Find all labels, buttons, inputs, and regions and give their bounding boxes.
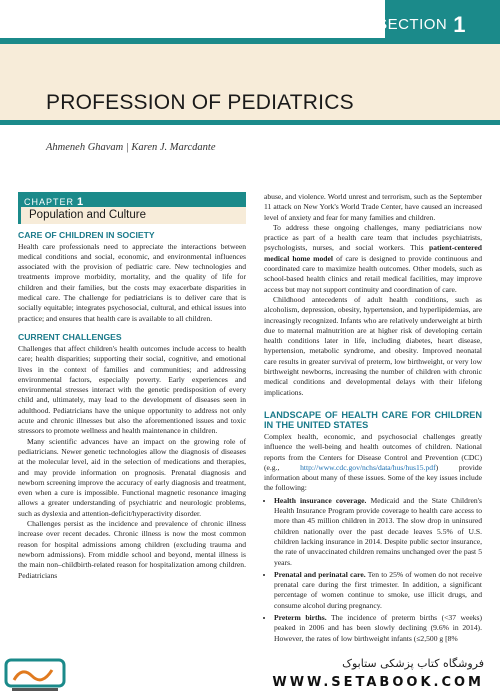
paragraph: Challenges persist as the incidence and prevalence of chronic illness increase over recent decades. Chronic illness is now the most common reason for hospital admissions among children (excluding trauma and newborn admissions). From middle school and beyond, mental illness is the main non–childbirth-related reason for hospitalization among children. Pediatricians [18,519,246,580]
heading-landscape: LANDSCAPE OF HEALTH CARE FOR CHILDREN IN THE UNITED STATES [264,409,482,430]
watermark-url[interactable]: WWW.SETABOOK.COM [272,675,484,690]
list-item: • Health insurance coverage. Medicaid and the State Children's Health Insurance Program provide coverage to health care access to more than 45 million children in 2013. The slow drop in uninsured children nationally over the past decade leaves 5.5% of U.S. children lacking insurance in 2014. Despite public sector insurance, the rate of unvaccinated children remains unchanged over the past 5 years. [274,496,482,568]
cdc-link[interactable]: http://www.cdc.gov/nchs/data/hus/hus15.pdf [300,462,436,472]
left-column [18,192,246,581]
paragraph: Challenges that affect children's health outcomes include access to health care; health disparities; supporting their social, cognitive, and emotional lives in the context of families and communities; and addressing environmental factors, especially poverty. Early experiences and environmental stresses interact with the genetic predisposition of every child and, ultimately, may lead to the development of diseases seen in adulthood. Pediatricians have the unique opportunity to address not only acute and chronic illnesses but also the aforementioned issues and toxic stressors to promote wellness and health maintenance in children. [18,343,246,436]
section-number: 1 [453,12,466,37]
title-rule [0,120,500,125]
chapter-label [24,197,240,207]
watermark-persian-text: فروشگاه کتاب پزشکی ستابوک [342,657,484,670]
list-item: • Prenatal and perinatal care. Ten to 25% of women do not receive prenatal care during the first trimester. In addition, a significant percentage of women continue to smoke, use illicit drugs, and consume alcohol during pregnancy. [274,570,482,611]
paragraph: To address these ongoing challenges, many pediatricians now practice as part of a health care team that includes psychiatrists, psychologists, nurses, and social workers. This patient-centered medical home model of care is designed to provide continuous and coordinated care to maximize health outcomes. Other models, such as school-based health clinics and retail medical facilities, may improve access but may not support continuity and coordination of care. [264,222,482,294]
chapter-number: 1 [77,196,85,208]
setabook-logo-icon [4,656,66,694]
bold-term: patient-centered medical home model [264,243,482,263]
paragraph: abuse, and violence. World unrest and terrorism, such as the September 11 attack on New York's World Trade Center, have caused an increased level of anxiety and fear for many families and children. [264,192,482,222]
list-item: • Preterm births. The incidence of preterm births (<37 weeks) peaked in 2006 and has been slowly declining (9.6% in 2014). However, the rates of low birthweight infants (≤2,500 g [8% [274,613,482,644]
paragraph: Complex health, economic, and psychosocial challenges greatly influence the well-being and health outcomes of children. National reports from the Centers for Disease Control and Prevention (CDC) (e.g., http://www.cdc.gov/nchs/data/hus/hus15.pdf) provide information about many of these issues. Some of the key issues include the following: [264,431,482,493]
heading-current-challenges: CURRENT CHALLENGES [18,331,122,342]
section-label [377,12,466,38]
chapter-subtitle: Population and Culture [18,207,246,223]
chapter-word: CHAPTER [24,197,75,207]
paragraph: Many scientific advances have an impact on the growing role of pediatricians. Newer genetic technologies allow the diagnosis of diseases at the molecular level, aid in the selection of medications and therapies, and may provide information on prognosis. Prenatal diagnosis and newborn screening improve the accuracy of early diagnosis and treatment, even when a cure is impossible. Functional magnetic resonance imaging allows a greater understanding of psychiatric and neurologic problems, such as dyslexia and attention-deficit/hyperactivity disorder. [18,436,246,518]
authors: Ahmeneh Ghavam | Karen J. Marcdante [46,142,216,153]
paragraph: Childhood antecedents of adult health conditions, such as alcoholism, depression, obesity, hypertension, and hyperlipidemias, are increasingly recognized. Infants who are relatively underweight at birth due to maternal malnutrition are at higher risk of developing certain health conditions later in life, including diabetes, heart disease, hypertension, metabolic syndrome, and obesity. Improved neonatal care results in greater survival of preterm, low birthweight, or very low birthweight newborns, increasing the number of children with chronic medical conditions and developmental delays with their lifelong implications. [264,294,482,397]
key-issues-list [264,496,482,644]
section-word: SECTION [377,16,448,33]
paragraph: Health care professionals need to appreciate the interactions between medical conditions and social, economic, and environmental influences associated with the provision of pediatric care. New technologies and treatments improve morbidity, mortality, and the quality of life for children and their families, but the costs may exacerbate disparities in medical care. The challenge for pediatricians is to deliver care that is socially equitable; integrates psychosocial, cultural, and ethical issues into practice; and ensures that health care is available to all children. [18,241,246,323]
chapter-box [18,192,246,224]
right-column [264,192,482,646]
heading-care-of-children: CARE OF CHILDREN IN SOCIETY [18,229,155,240]
header-white-area [0,0,385,38]
page-title: PROFESSION OF PEDIATRICS [46,91,354,114]
